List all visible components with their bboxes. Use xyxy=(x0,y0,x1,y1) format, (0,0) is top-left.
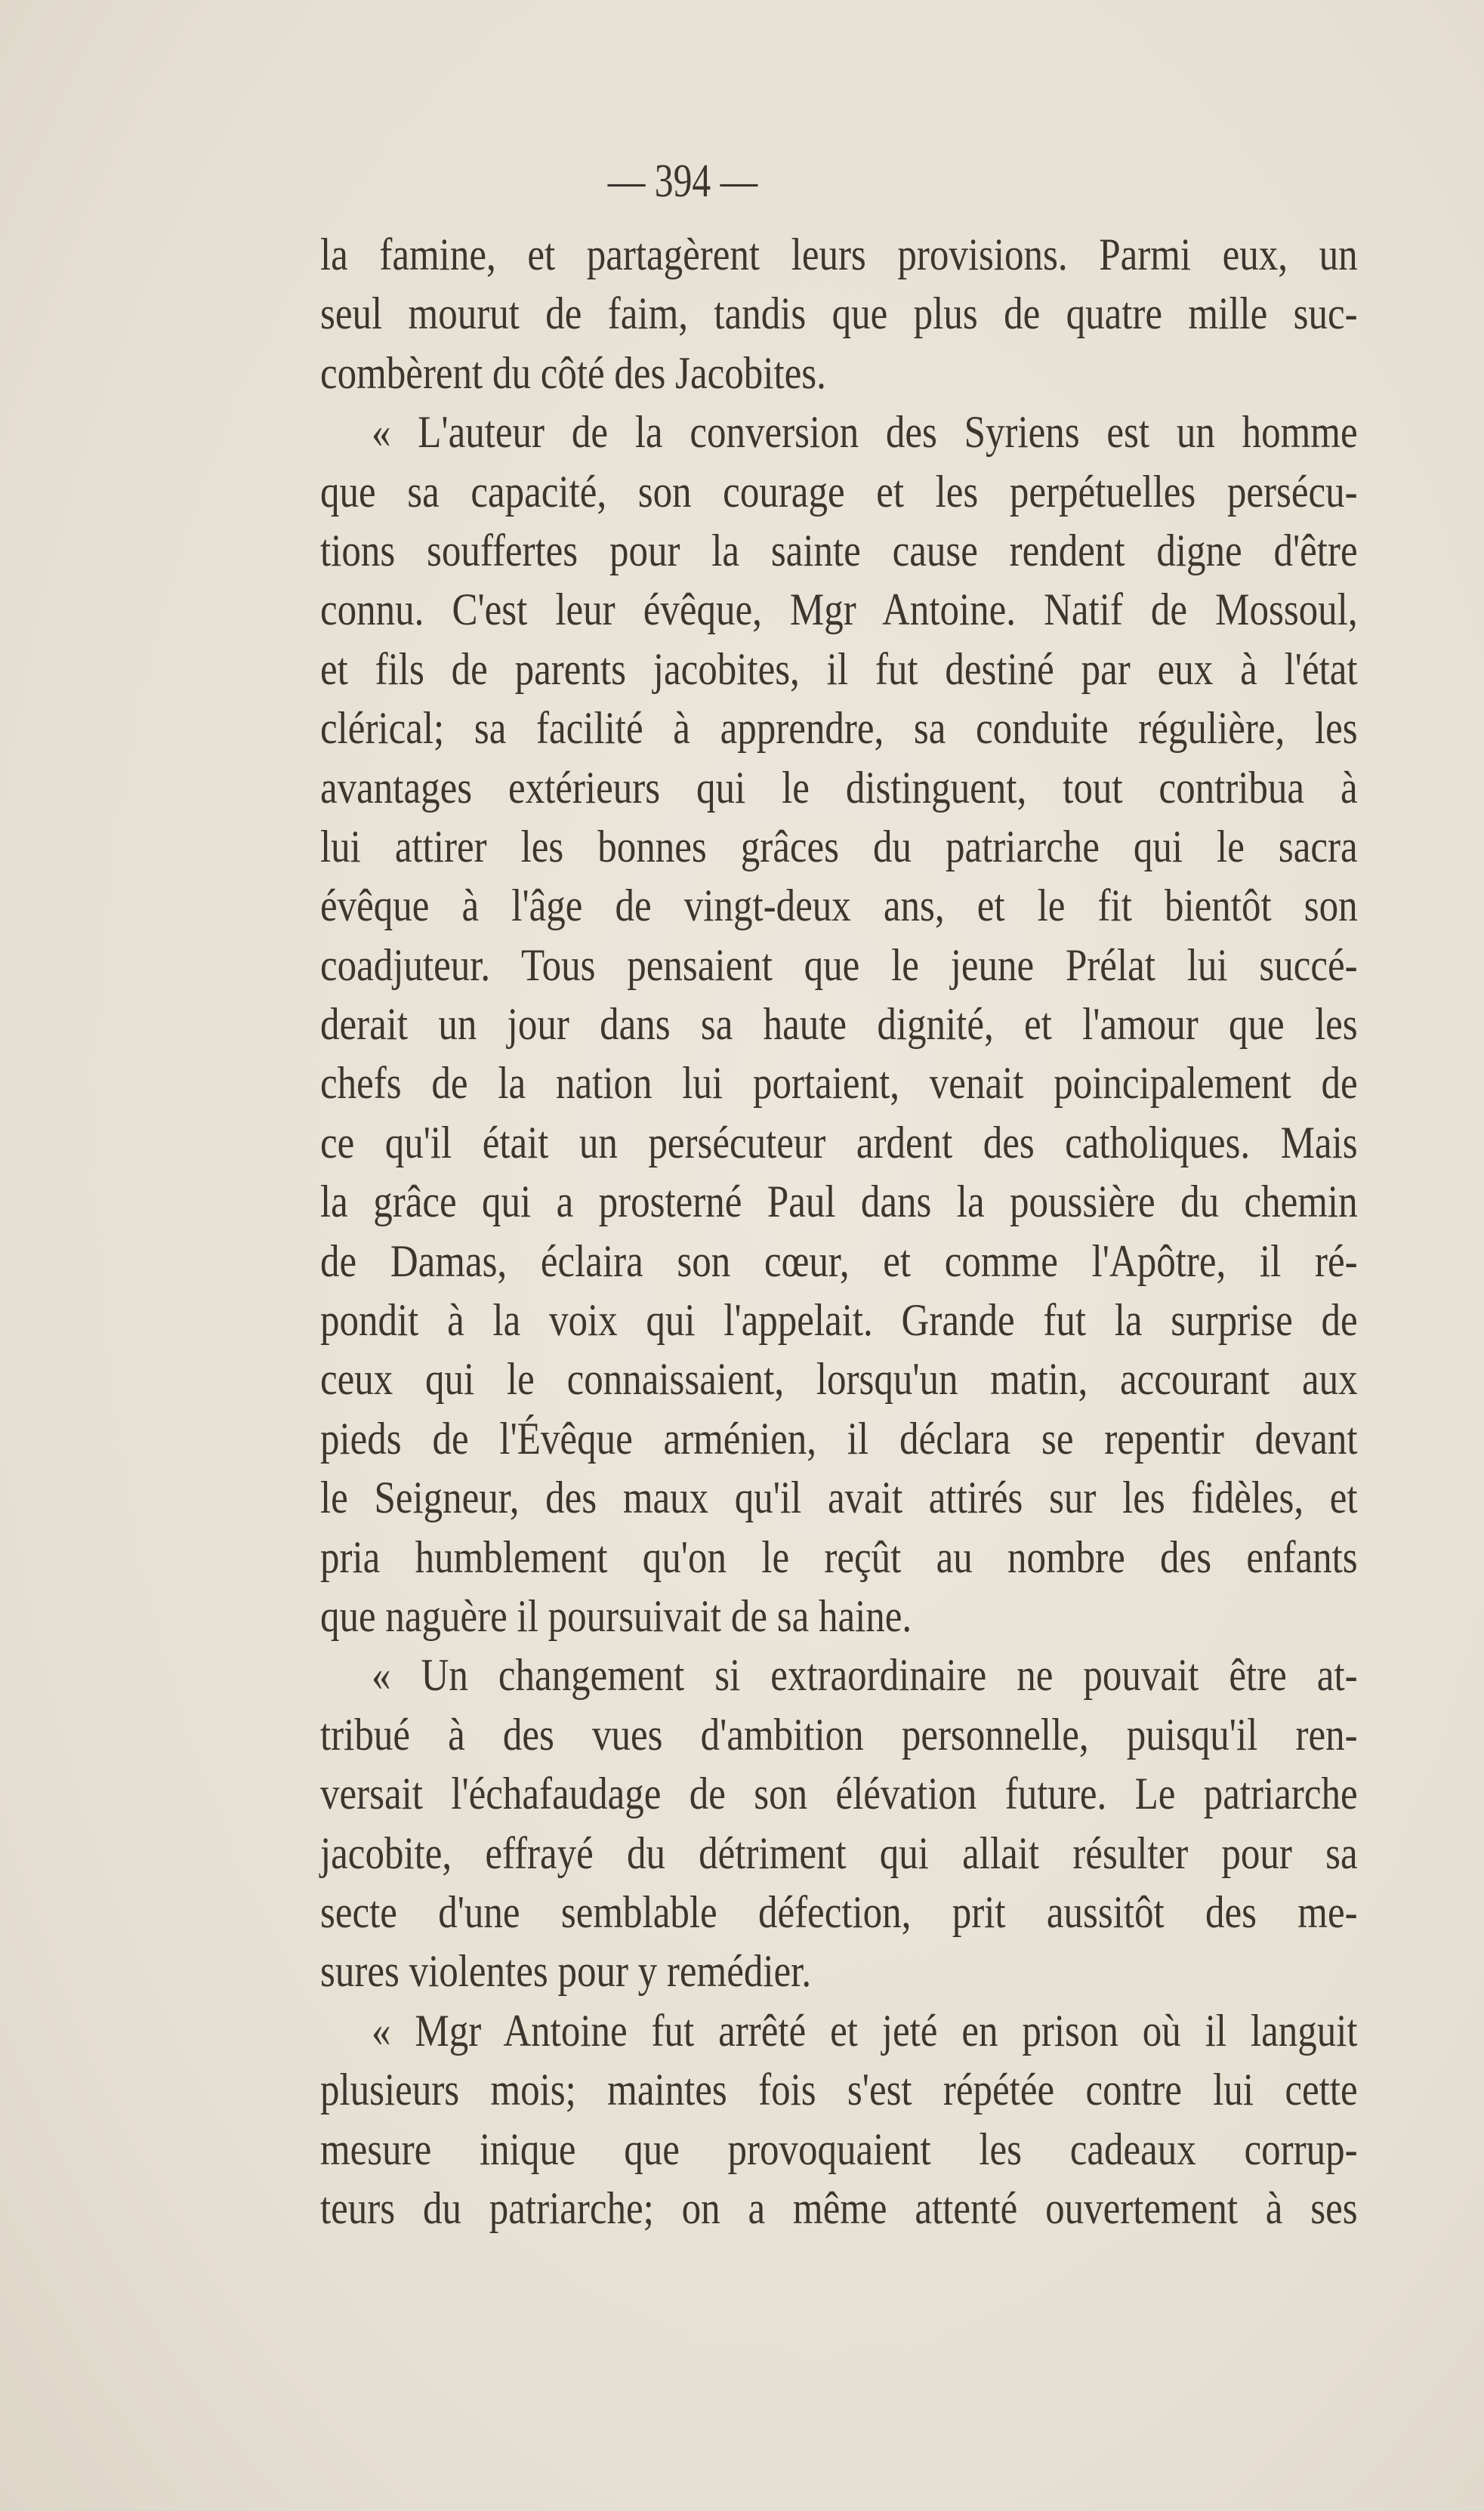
text-line: tions souffertes pour la sainte cause rendent digne d'être xyxy=(320,525,1358,575)
text-line: teurs du patriarche; on a même attenté ouvertement à ses xyxy=(320,2182,1358,2233)
text-line: la grâce qui a prosterné Paul dans la poussière du chemin xyxy=(320,1177,1358,1227)
text-line: avantages extérieurs qui le distinguent, tout contribua à xyxy=(320,762,1358,813)
text-line: la famine, et partagèrent leurs provisions. Parmi eux, un xyxy=(320,230,1358,279)
text-line: ce qu'il était un persécuteur ardent des catholiques. Mais xyxy=(320,1117,1358,1168)
text-line: que naguère il poursuivait de sa haine. xyxy=(320,1590,912,1641)
page-number: — 394 — xyxy=(607,156,758,207)
text-line: évêque à l'âge de vingt-deux ans, et le fit bientôt son xyxy=(320,881,1358,931)
text-line: mesure inique que provoquaient les cadeaux corrup- xyxy=(320,2124,1358,2174)
text-line: de Damas, éclaira son cœur, et comme l'Apôtre, il ré- xyxy=(320,1235,1358,1286)
text-line: lui attirer les bonnes grâces du patriarche qui le sacra xyxy=(320,821,1358,871)
text-line: secte d'une semblable défection, prit aussitôt des me- xyxy=(320,1886,1358,1937)
text-line: « Mgr Antoine fut arrêté et jeté en prison où il languit xyxy=(372,2005,1358,2056)
text-line: derait un jour dans sa haute dignité, et l'amour que les xyxy=(320,999,1358,1050)
text-line: « Un changement si extraordinaire ne pouvait être at- xyxy=(372,1650,1358,1701)
text-line: pria humblement qu'on le reçût au nombre des enfants xyxy=(320,1532,1358,1582)
text-line: pieds de l'Évêque arménien, il déclara se repentir devant xyxy=(320,1413,1358,1464)
text-line: que sa capacité, son courage et les perpétuelles persécu- xyxy=(320,466,1358,517)
text-line: pondit à la voix qui l'appelait. Grande fut la surprise de xyxy=(320,1295,1358,1346)
text-line: seul mourut de faim, tandis que plus de quatre mille suc- xyxy=(320,288,1358,339)
text-line: et fils de parents jacobites, il fut destiné par eux à l'état xyxy=(320,643,1358,694)
text-line: clérical; sa facilité à apprendre, sa conduite régulière, les xyxy=(320,703,1358,754)
text-line: sures violentes pour y remédier. xyxy=(320,1946,812,1997)
text-line: jacobite, effrayé du détriment qui allait résulter pour sa xyxy=(320,1828,1358,1878)
text-line: « L'auteur de la conversion des Syriens est un homme xyxy=(372,407,1358,458)
text-line: versait l'échafaudage de son élévation future. Le patriarche xyxy=(320,1769,1358,1819)
text-line: le Seigneur, des maux qu'il avait attirés sur les fidèles, et xyxy=(320,1473,1358,1523)
text-line: plusieurs mois; maintes fois s'est répétée contre lui cette xyxy=(320,2065,1358,2115)
text-line: coadjuteur. Tous pensaient que le jeune Prélat lui succé- xyxy=(320,939,1358,990)
text-line: connu. C'est leur évêque, Mgr Antoine. Natif de Mossoul, xyxy=(320,585,1358,635)
text-line: combèrent du côté des Jacobites. xyxy=(320,347,826,398)
text-line: tribué à des vues d'ambition personnelle, puisqu'il ren- xyxy=(320,1709,1358,1760)
text-line: chefs de la nation lui portaient, venait poincipalement de xyxy=(320,1058,1358,1109)
page-body-text xyxy=(320,225,1358,2238)
text-line: ceux qui le connaissaient, lorsqu'un matin, accourant aux xyxy=(320,1354,1358,1405)
